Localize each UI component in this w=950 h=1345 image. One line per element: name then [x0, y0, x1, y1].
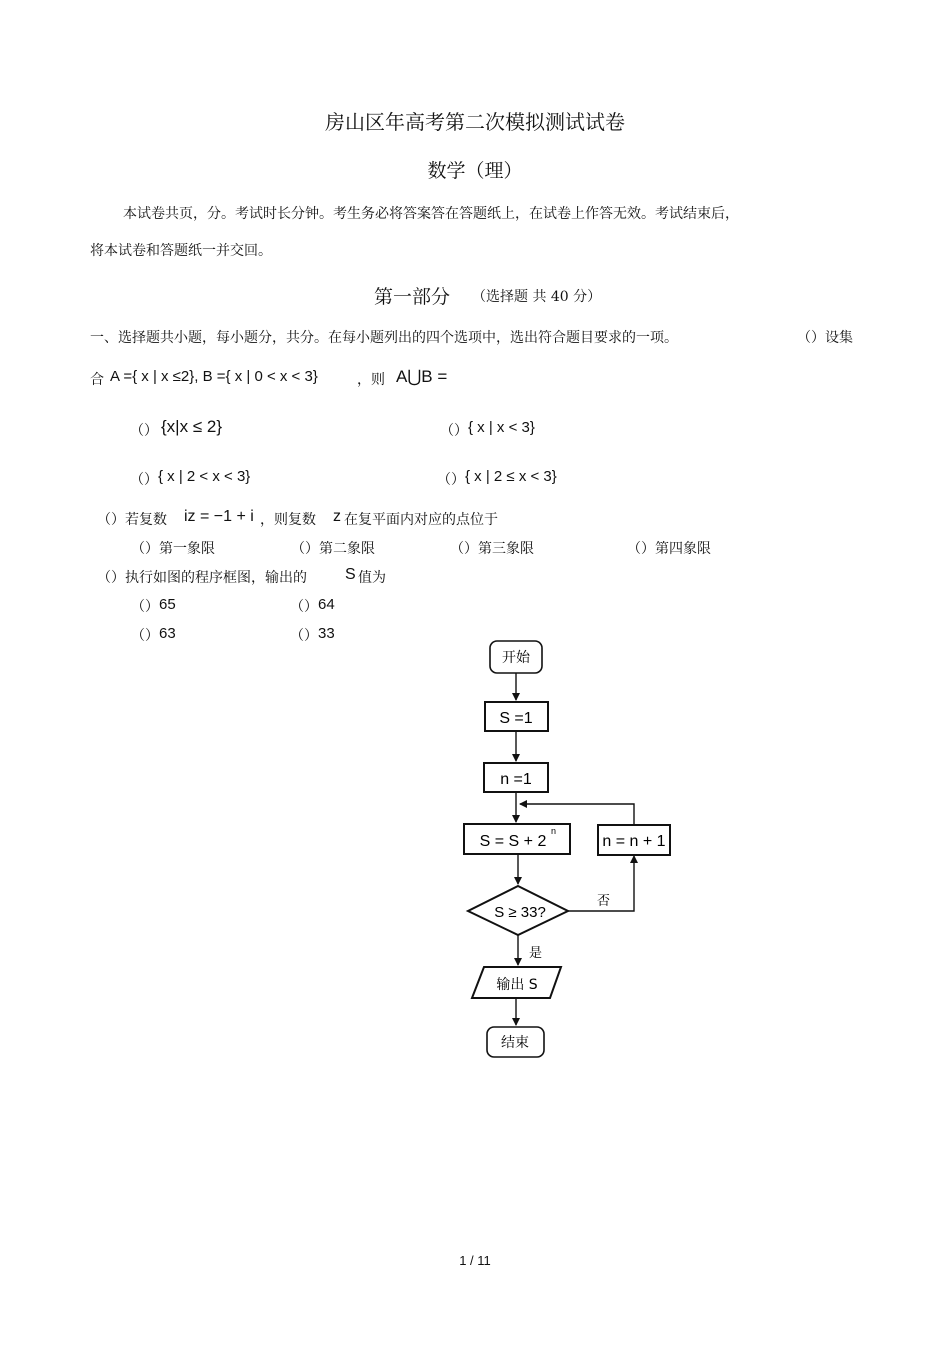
instructions-line-2: 将本试卷和答题纸一并交回。 — [90, 243, 272, 259]
q3-option-c-mark[interactable]: （） — [131, 628, 159, 644]
page-number: 1 / 11 — [459, 1253, 491, 1268]
instructions-line-1: 本试卷共页，分。考试时长分钟。考生务必将答案答在答题纸上，在试卷上作答无效。考试结束后， — [123, 206, 739, 222]
q3-option-b[interactable]: 64 — [318, 596, 335, 613]
q1-option-c[interactable]: { x | 2 < x < 3} — [158, 468, 251, 485]
flow-init-n-label: n =1 — [500, 771, 532, 788]
q3-stem-b: 值为 — [358, 570, 386, 586]
q1-number-label: （）设集 — [797, 330, 853, 346]
flow-output-label: 输出 S — [496, 977, 538, 993]
q1-option-d-mark[interactable]: （） — [437, 472, 465, 488]
q2-stem-math: iz = −1 + i — [184, 508, 254, 525]
flow-update-s-exponent: n — [551, 826, 557, 836]
q2-option-a[interactable]: （）第一象限 — [131, 541, 215, 557]
q1-option-a[interactable]: {x|x ≤ 2} — [161, 417, 223, 436]
flow-output-node — [472, 967, 561, 998]
q3-stem-s: S — [345, 566, 356, 583]
flow-init-n-node — [484, 763, 548, 792]
q1-option-b-mark[interactable]: （） — [440, 423, 468, 439]
q1-option-d[interactable]: { x | 2 ≤ x < 3} — [465, 468, 557, 485]
flow-decision-node — [468, 886, 568, 935]
exam-title: 房山区年高考第二次模拟测试试卷 — [325, 110, 625, 134]
flow-start-node — [490, 641, 542, 673]
q3-option-a[interactable]: 65 — [159, 596, 176, 613]
flow-update-n-label: n = n + 1 — [602, 833, 666, 850]
q1-option-a-mark[interactable]: （） — [130, 423, 158, 439]
flow-update-s-node — [464, 824, 570, 854]
q1-stem-union: A⋃B = — [396, 367, 448, 386]
flow-update-n-node — [598, 825, 670, 855]
part1-note: （选择题 共 40 分） — [472, 289, 602, 305]
q2-option-d[interactable]: （）第四象限 — [627, 541, 711, 557]
section-intro: 一、选择题共小题，每小题分，共分。在每小题列出的四个选项中，选出符合题目要求的一项。 — [90, 330, 678, 346]
q3-option-d[interactable]: 33 — [318, 625, 335, 642]
q1-stem-prefix: 合 — [90, 372, 104, 388]
exam-subtitle: 数学（理） — [427, 160, 523, 182]
q2-stem-z: z — [333, 508, 341, 525]
flow-end-label: 结束 — [501, 1035, 529, 1051]
q3-option-b-mark[interactable]: （） — [290, 599, 318, 615]
part1-heading: 第一部分 — [374, 286, 451, 308]
q3-stem-a: （）执行如图的程序框图，输出的 — [97, 570, 307, 586]
q1-option-b[interactable]: { x | x < 3} — [468, 419, 535, 436]
q1-option-c-mark[interactable]: （） — [130, 472, 158, 488]
q3-option-c[interactable]: 63 — [159, 625, 176, 642]
flow-yes-label: 是 — [529, 946, 543, 961]
flow-init-s-node — [485, 702, 548, 731]
q3-option-d-mark[interactable]: （） — [290, 628, 318, 644]
flow-start-label: 开始 — [502, 650, 530, 666]
q1-stem-math: A ={ x | x ≤2}, B ={ x | 0 < x < 3} — [110, 368, 318, 385]
flow-end-node — [487, 1027, 544, 1057]
q1-stem-then: ，则 — [357, 372, 385, 388]
q2-stem-b: ，则复数 — [260, 512, 316, 528]
flow-arrow-loop-back — [520, 804, 634, 825]
flow-no-label: 否 — [597, 894, 611, 909]
flow-update-s-label: S = S + 2 — [479, 833, 547, 850]
q2-option-c[interactable]: （）第三象限 — [450, 541, 534, 557]
flow-decision-label: S ≥ 33? — [494, 904, 546, 921]
q2-stem-c: 在复平面内对应的点位于 — [344, 512, 498, 528]
q2-stem-a: （）若复数 — [97, 512, 167, 528]
q2-option-b[interactable]: （）第二象限 — [291, 541, 375, 557]
q3-option-a-mark[interactable]: （） — [131, 599, 159, 615]
flow-init-s-label: S =1 — [499, 710, 533, 727]
